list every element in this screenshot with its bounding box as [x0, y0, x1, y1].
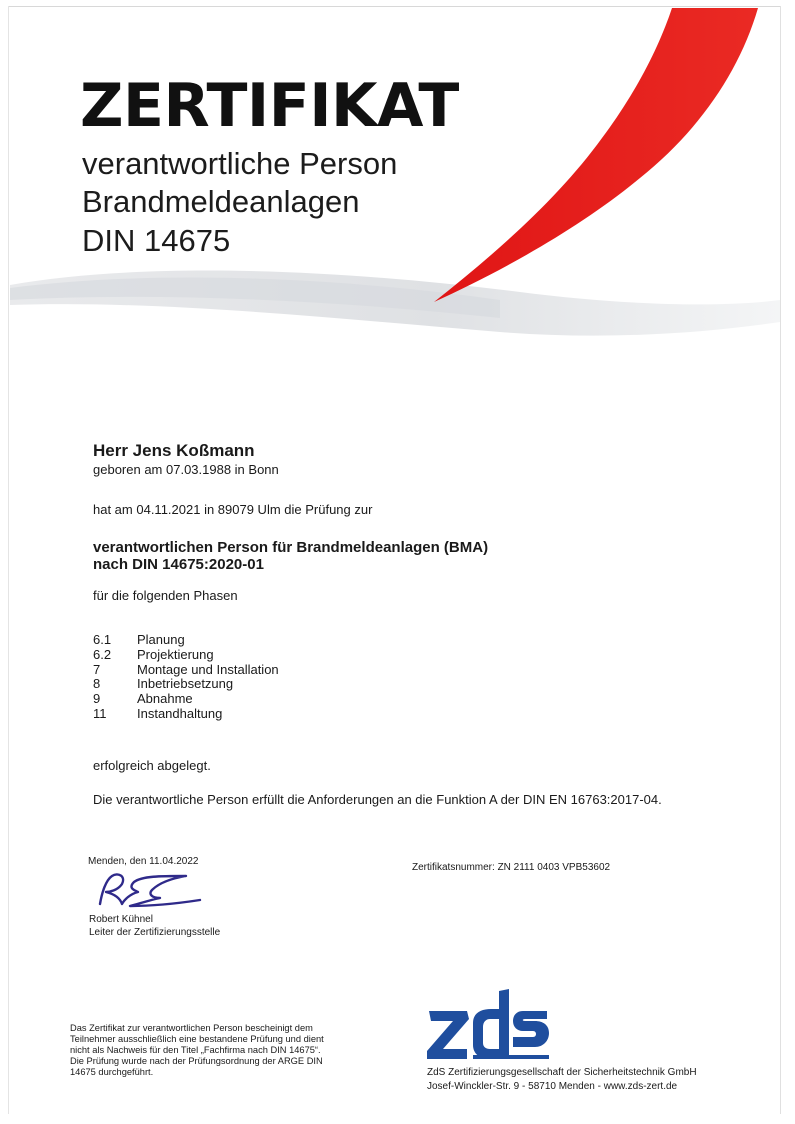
disclaimer-line: Teilnehmer ausschließlich eine bestandene Prüfung und dient: [70, 1034, 324, 1044]
result-statement: erfolgreich abgelegt.: [93, 758, 211, 773]
signature-graphic: [90, 870, 210, 912]
signatory-name: Robert Kühnel: [89, 914, 153, 925]
phase-label: Montage und Installation: [137, 661, 279, 677]
subtitle-role: verantwortliche Person: [82, 146, 398, 181]
phases-list: [93, 633, 279, 722]
signatory-role: Leiter der Zertifizierungsstelle: [89, 927, 221, 938]
phase-item: [93, 663, 279, 678]
qualification-standard: nach DIN 14675:2020-01: [93, 556, 264, 573]
phase-item: [93, 677, 279, 692]
phase-number: 7: [93, 661, 101, 677]
qualification-title: verantwortlichen Person für Brandmeldeanlagen (BMA): [93, 539, 489, 556]
phase-item: [93, 707, 279, 722]
phase-number: 11: [93, 705, 107, 721]
phase-item: [93, 633, 279, 648]
phase-label: Abnahme: [137, 691, 193, 707]
holder-birth: geboren am 07.03.1988 in Bonn: [93, 462, 279, 477]
red-swoosh: [434, 8, 758, 302]
certificate-title: ZERTIFIKAT: [80, 71, 459, 141]
phase-number: 6.2: [93, 646, 112, 662]
disclaimer: [70, 1023, 390, 1078]
disclaimer-line: 14675 durchgeführt.: [70, 1067, 154, 1077]
phase-label: Inbetriebsetzung: [137, 676, 234, 692]
phase-label: Projektierung: [137, 646, 214, 662]
disclaimer-line: Die Prüfung wurde nach der Prüfungsordnung der ARGE DIN: [70, 1056, 323, 1066]
phase-number: 6.1: [93, 632, 112, 647]
certificate-number: Zertifikatsnummer: ZN 2111 0403 VPB53602: [412, 862, 611, 873]
issuer-address: Josef-Winckler-Str. 9 - 58710 Menden - www.zds-zert.de: [427, 1081, 678, 1092]
disclaimer-line: nicht als Nachweis für den Titel „Fachfirma nach DIN 14675“.: [70, 1045, 321, 1055]
subtitle-system: Brandmeldeanlagen: [82, 184, 360, 219]
phase-label: Instandhaltung: [137, 705, 223, 721]
requirement-statement: Die verantwortliche Person erfüllt die Anforderungen an die Funktion A der DIN EN 16763:2017-04.: [93, 792, 662, 807]
phase-item: [93, 648, 279, 663]
exam-statement: hat am 04.11.2021 in 89079 Ulm die Prüfung zur: [93, 502, 373, 517]
subtitle-standard: DIN 14675: [82, 223, 231, 258]
issuer-company: ZdS Zertifizierungsgesellschaft der Sicherheitstechnik GmbH: [427, 1067, 697, 1078]
phases-intro: für die folgenden Phasen: [93, 588, 238, 603]
place-and-date: Menden, den 11.04.2022: [88, 856, 199, 867]
holder-name: Herr Jens Koßmann: [93, 441, 255, 460]
zds-logo: [427, 989, 552, 1064]
disclaimer-line: Das Zertifikat zur verantwortlichen Person bescheinigt dem: [70, 1023, 313, 1033]
phase-label: Planung: [137, 632, 185, 647]
phase-number: 8: [93, 676, 101, 692]
phase-item: [93, 692, 279, 707]
phase-number: 9: [93, 691, 101, 707]
